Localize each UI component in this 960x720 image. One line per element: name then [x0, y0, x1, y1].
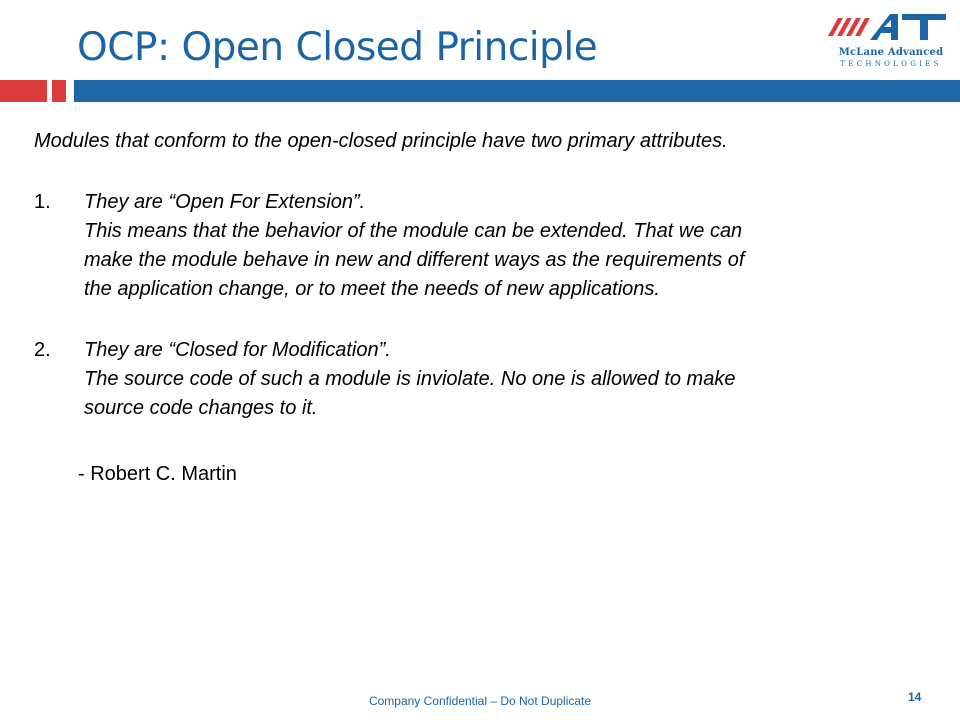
- list-item-line: the application change, or to meet the needs of new applications.: [84, 278, 660, 300]
- logo-company-tagline: TECHNOLOGIES: [840, 60, 942, 68]
- list-item-line: The source code of such a module is inviolate. No one is allowed to make: [84, 368, 736, 390]
- slide-title: OCP: Open Closed Principle: [77, 25, 598, 70]
- header-accent-bar-red: [0, 80, 47, 102]
- mat-logo-mark-icon: [826, 10, 952, 46]
- list-item-line: make the module behave in new and different ways as the requirements of: [84, 249, 745, 271]
- list-item-line: source code changes to it.: [84, 397, 318, 419]
- list-item-number: 2.: [34, 339, 51, 361]
- list-item: [34, 336, 924, 423]
- footer-confidential-notice: Company Confidential – Do Not Duplicate: [368, 694, 592, 708]
- quote-attribution: - Robert C. Martin: [78, 463, 237, 485]
- page-number: 14: [908, 690, 922, 704]
- intro-text: Modules that conform to the open-closed principle have two primary attributes.: [34, 130, 728, 152]
- header-accent-bar-blue: [74, 80, 960, 102]
- list-item-line: They are “Open For Extension”.: [84, 191, 366, 213]
- list-item-line: This means that the behavior of the module can be extended. That we can: [84, 220, 743, 242]
- list-item: [34, 188, 924, 304]
- slide-body: [34, 127, 924, 489]
- logo-company-name: McLane Advanced: [838, 47, 944, 58]
- header-accent-bar-red-small: [52, 80, 66, 102]
- list-item-number: 1.: [34, 191, 51, 213]
- list-item-line: They are “Closed for Modification”.: [84, 339, 391, 361]
- company-logo: [826, 10, 952, 72]
